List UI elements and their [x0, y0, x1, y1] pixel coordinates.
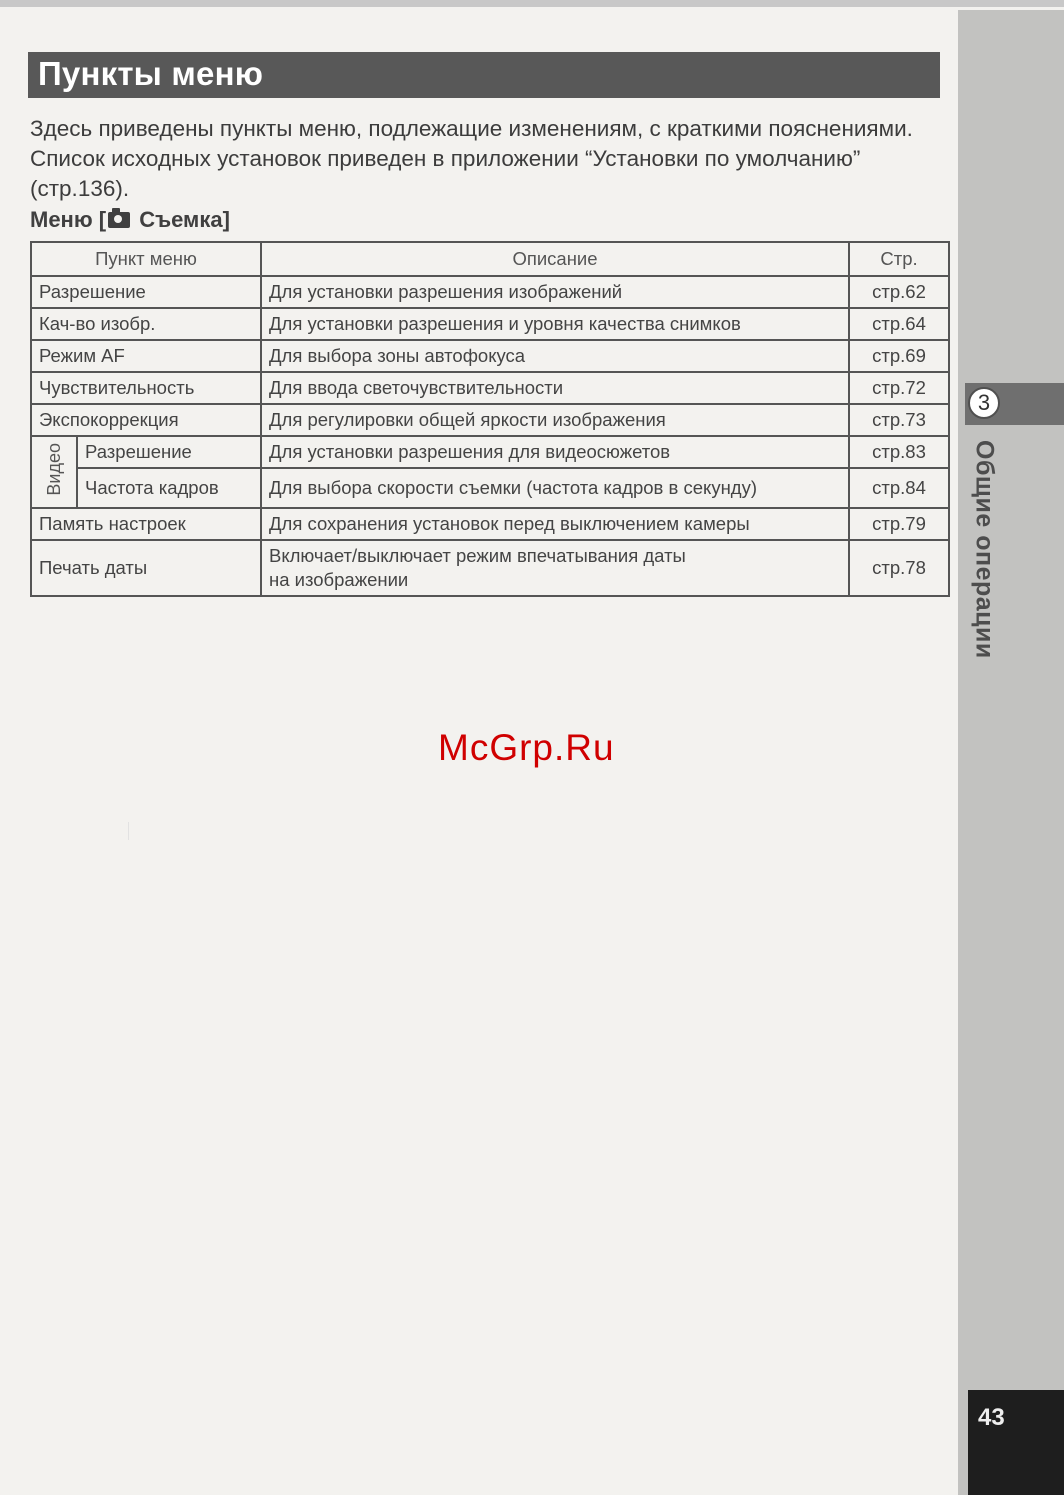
row-item: Экспокоррекция: [31, 404, 261, 436]
row-item: Чувствительность: [31, 372, 261, 404]
table-row: [31, 372, 949, 404]
menu-heading-prefix: Меню [: [30, 207, 107, 232]
row-item: Частота кадров: [77, 468, 261, 508]
table-row: [31, 540, 949, 596]
table-row: [31, 436, 949, 468]
row-item: Разрешение: [77, 436, 261, 468]
camera-icon: [108, 212, 130, 228]
row-description: Для выбора скорости съемки (частота кадров в секунду): [261, 468, 849, 508]
menu-heading: [30, 207, 230, 233]
row-description: Для регулировки общей яркости изображения: [261, 404, 849, 436]
table-row: [31, 404, 949, 436]
row-page: стр.62: [849, 276, 949, 308]
table-row: [31, 340, 949, 372]
row-page: стр.72: [849, 372, 949, 404]
row-item: Память настроек: [31, 508, 261, 540]
chapter-title: Общие операции: [970, 440, 999, 659]
header-item: Пункт меню: [31, 242, 261, 276]
row-page: стр.69: [849, 340, 949, 372]
menu-items-table: [30, 241, 950, 597]
row-page: стр.64: [849, 308, 949, 340]
row-item: Разрешение: [31, 276, 261, 308]
intro-paragraph: Здесь приведены пункты меню, подлежащие изменениям, с краткими пояснениями. Список исходных установок приведен в приложении “Установки по умолчанию” (стр.136).: [30, 116, 913, 201]
row-description: Для установки разрешения изображений: [261, 276, 849, 308]
table-header-row: [31, 242, 949, 276]
row-page: стр.83: [849, 436, 949, 468]
row-page: стр.79: [849, 508, 949, 540]
page-title: Пункты меню: [38, 55, 264, 92]
page-number: 43: [978, 1404, 1005, 1431]
chapter-number-badge: 3: [968, 387, 1000, 419]
table-row: [31, 308, 949, 340]
row-description: Для выбора зоны автофокуса: [261, 340, 849, 372]
top-edge-strip: [0, 0, 1064, 7]
row-description: Для установки разрешения и уровня качества снимков: [261, 308, 849, 340]
row-item: Печать даты: [31, 540, 261, 596]
table-row: [31, 276, 949, 308]
row-description-line: на изображении: [269, 569, 409, 590]
row-page: стр.78: [849, 540, 949, 596]
row-page: стр.73: [849, 404, 949, 436]
header-description: Описание: [261, 242, 849, 276]
row-description: Для установки разрешения для видеосюжетов: [261, 436, 849, 468]
watermark-text: McGrp.Ru: [438, 727, 615, 768]
menu-heading-suffix: Съемка]: [133, 207, 230, 232]
chapter-side-strip: [958, 10, 1064, 1495]
row-item: Режим AF: [31, 340, 261, 372]
row-item: Кач-во изобр.: [31, 308, 261, 340]
header-page: Стр.: [849, 242, 949, 276]
scan-artifact: [128, 822, 129, 840]
table-row: [31, 508, 949, 540]
video-group-label: Видео: [44, 443, 64, 496]
table-row: [31, 468, 949, 508]
row-page: стр.84: [849, 468, 949, 508]
row-description: [261, 540, 849, 596]
video-group-cell: [31, 436, 77, 508]
row-description-line: Включает/выключает режим впечатывания даты: [269, 545, 686, 566]
row-description: Для ввода светочувствительности: [261, 372, 849, 404]
row-description: Для сохранения установок перед выключением камеры: [261, 508, 849, 540]
